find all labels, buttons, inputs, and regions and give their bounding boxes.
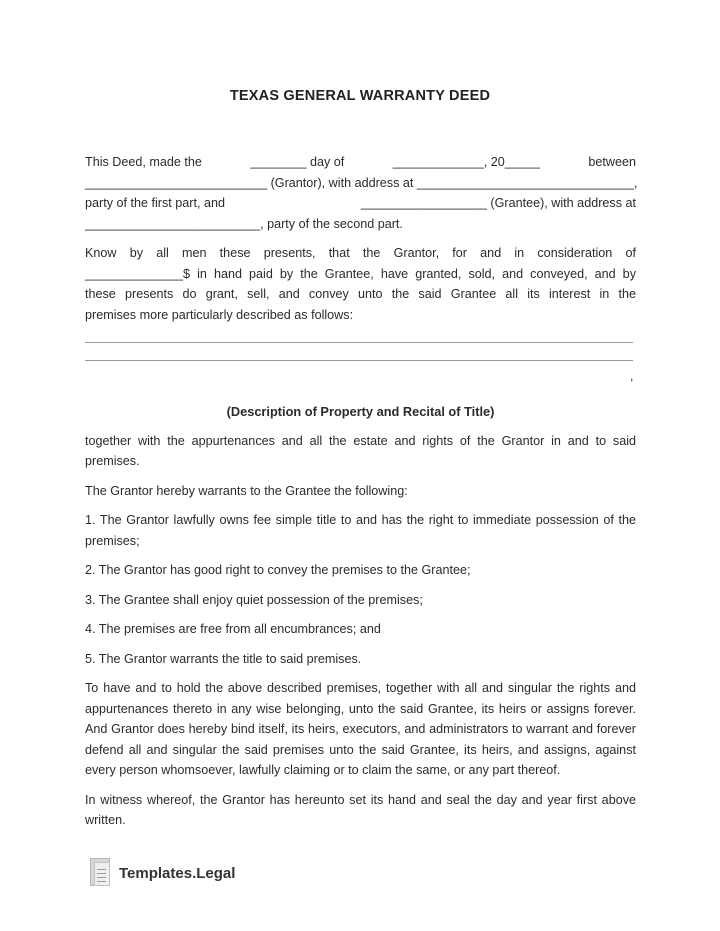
warranty-item-1: 1. The Grantor lawfully owns fee simple title to and has the right to immediate possession of the premises; xyxy=(85,513,636,548)
know-line-3: these presents do grant, sell, and convey unto the said Grantee all its interest in the xyxy=(85,287,636,301)
intro-line-2: __________________________ (Grantor), with address at _______________________________, xyxy=(85,175,638,190)
warranty-item-3: 3. The Grantee shall enjoy quiet possession of the premises; xyxy=(85,592,423,607)
description-heading: (Description of Property and Recital of Title) xyxy=(226,404,495,419)
intro-line-1b: ________ day of xyxy=(250,155,345,169)
witness-paragraph: In witness whereof, the Grantor has hereunto set its hand and seal the day and year first above written. xyxy=(85,792,636,827)
warrants-intro: The Grantor hereby warrants to the Grantee the following: xyxy=(85,483,408,498)
warranty-item-2: 2. The Grantor has good right to convey the premises to the Grantee; xyxy=(85,563,471,577)
intro-line-1 xyxy=(85,152,636,173)
property-blank-line-1 xyxy=(85,342,633,343)
intro-line-3a: party of the first part, and xyxy=(85,196,226,210)
document-body xyxy=(85,152,636,840)
intro-line-1c: _____________, 20_____ xyxy=(392,155,540,169)
appurtenances-paragraph: together with the appurtenances and all the estate and rights of the Grantor in and to said premises. xyxy=(85,433,636,468)
document-title: TEXAS GENERAL WARRANTY DEED xyxy=(229,88,491,104)
know-line-4: premises more particularly described as follows: xyxy=(85,307,354,322)
know-line-1: Know by all men these presents, that the Grantor, for and in consideration of xyxy=(85,246,636,260)
habendum-paragraph: To have and to hold the above described premises, together with all and singular the rights and appurtenances thereto in any wise belonging, unto the said Grantee, its heirs or assigns forever. And Grantor does hereby bind itself, its heirs, executors, and administrators to warrant and forever defend all and singular the said premises unto the said Grantee, its heirs, and assigns, against every person whomsoever, lawfully claiming or to claim the same, or any part thereof. xyxy=(85,681,636,777)
consideration-paragraph xyxy=(85,243,636,325)
intro-line-3 xyxy=(85,193,636,214)
warranty-item-5: 5. The Grantor warrants the title to said premises. xyxy=(85,651,362,666)
footer-branding xyxy=(90,853,235,893)
intro-line-4: _________________________, party of the second part. xyxy=(85,216,403,231)
warranty-item-4: 4. The premises are free from all encumbrances; and xyxy=(85,622,381,636)
document-icon xyxy=(90,858,110,888)
property-blank-line-2-wrap xyxy=(85,360,636,383)
property-blank-line-2 xyxy=(85,360,633,361)
intro-line-1d: between xyxy=(588,155,636,169)
brand-name: Templates.Legal xyxy=(119,864,236,882)
intro-line-1a: This Deed, made the xyxy=(85,155,202,169)
intro-line-3b: __________________ (Grantee), with address at xyxy=(360,196,636,210)
know-line-2: ______________$ in hand paid by the Grantee, have granted, sold, and conveyed, and by xyxy=(85,266,636,281)
intro-paragraph xyxy=(85,152,636,234)
blank-line-comma: , xyxy=(630,369,634,383)
